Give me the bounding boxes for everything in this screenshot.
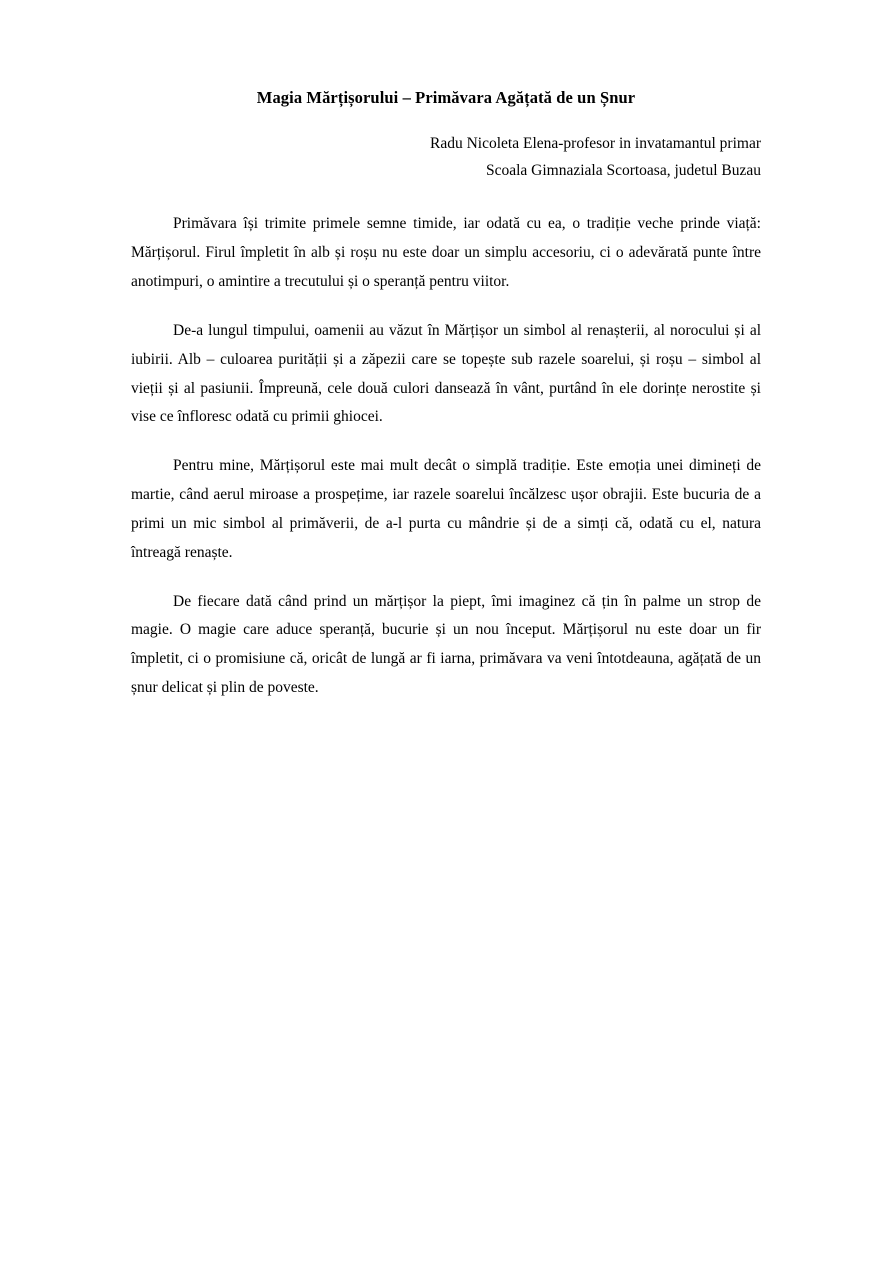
byline-affiliation: Scoala Gimnaziala Scortoasa, judetul Buzau — [485, 161, 761, 179]
byline-author: Radu Nicoleta Elena-profesor in invatamantul primar — [430, 135, 761, 153]
paragraph-2: De-a lungul timpului, oamenii au văzut în Mărțișor un simbol al renașterii, al norocului și al iubirii. Alb – culoarea purității și a zăpezii care se topește sub razele soarelui, și roșu – simbol al vieții și al pasiunii. Împreună, cele două culori dansează în vânt, purtând în ele dorințe nerostite și vise ce înfloresc odată cu primii ghiocei. — [131, 321, 761, 426]
paragraph-4: De fiecare dată când prind un mărțișor la piept, îmi imaginez că țin în palme un strop de magie. O magie care aduce speranță, bucurie și un nou început. Mărțișorul nu este doar un fir împletit, ci o promisiune că, oricât de lungă ar fi iarna, primăvara va veni întotdeauna, agățată de un șnur delicat și plin de poveste. — [131, 592, 761, 696]
page-title: Magia Mărțișorului – Primăvara Agățată de un Șnur — [256, 88, 636, 107]
document-body — [131, 210, 761, 702]
byline — [131, 131, 761, 184]
paragraph-3: Pentru mine, Mărțișorul este mai mult decât o simplă tradiție. Este emoția unei dimineți de martie, când aerul miroase a prospețime, iar razele soarelui încălzesc ușor obrajii. Este bucuria de a primi un mic simbol al primăverii, de a-l purta cu mândrie și de a simți că, odată cu el, natura întreagă renaște. — [131, 457, 761, 561]
paragraph-1: Primăvara își trimite primele semne timide, iar odată cu ea, o tradiție veche prinde viață: Mărțișorul. Firul împletit în alb și roșu nu este doar un simplu accesoriu, ci o adevărată punte între anotimpuri, o amintire a trecutului și o speranță pentru viitor. — [131, 215, 761, 291]
